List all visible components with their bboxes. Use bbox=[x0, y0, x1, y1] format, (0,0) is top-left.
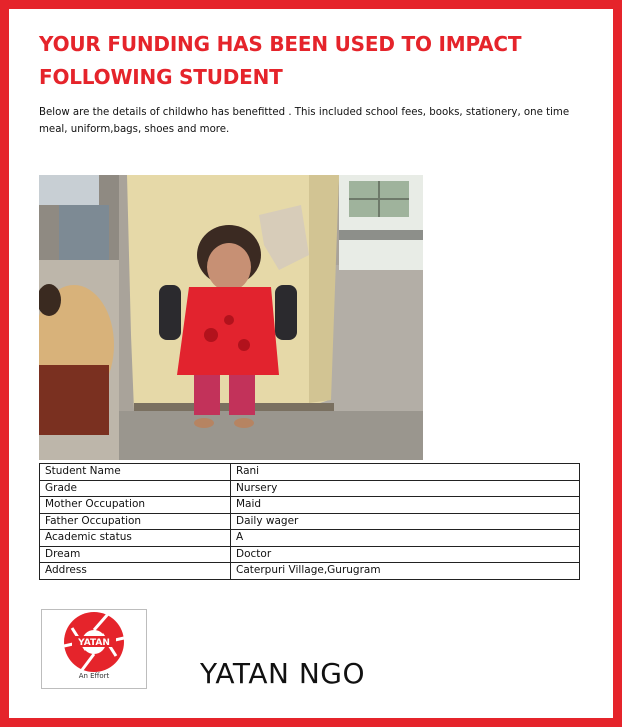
table-row bbox=[40, 497, 580, 514]
logo-tagline: An Effort bbox=[78, 672, 110, 680]
detail-value: Nursery bbox=[231, 480, 580, 497]
detail-label: Student Name bbox=[40, 464, 231, 481]
table-row bbox=[40, 530, 580, 547]
detail-label: Grade bbox=[40, 480, 231, 497]
detail-value: Daily wager bbox=[231, 513, 580, 530]
table-row bbox=[40, 464, 580, 481]
table-row bbox=[40, 546, 580, 563]
detail-value: Caterpuri Village,Gurugram bbox=[231, 563, 580, 580]
table-row bbox=[40, 513, 580, 530]
detail-label: Mother Occupation bbox=[40, 497, 231, 514]
detail-value: Doctor bbox=[231, 546, 580, 563]
intro-text: Below are the details of childwho has benefitted . This included school fees, books, stationery, one time meal, uniform,bags, shoes and more. bbox=[39, 107, 570, 135]
detail-label: Address bbox=[40, 563, 231, 580]
page-title: YOUR FUNDING HAS BEEN USED TO IMPACT FOLLOWING STUDENT bbox=[39, 32, 522, 89]
student-photo bbox=[39, 175, 423, 460]
detail-value: Rani bbox=[231, 464, 580, 481]
student-photo-illustration bbox=[39, 175, 423, 460]
detail-label: Father Occupation bbox=[40, 513, 231, 530]
yatan-logo bbox=[41, 609, 147, 689]
organization-name: YATAN NGO bbox=[200, 657, 366, 690]
table-row bbox=[40, 563, 580, 580]
detail-value: Maid bbox=[231, 497, 580, 514]
camera-aperture-icon bbox=[42, 610, 146, 672]
detail-label: Academic status bbox=[40, 530, 231, 547]
detail-label: Dream bbox=[40, 546, 231, 563]
table-row bbox=[40, 480, 580, 497]
logo-brand-text: YATAN bbox=[78, 638, 110, 648]
student-details-table bbox=[39, 463, 580, 580]
detail-value: A bbox=[231, 530, 580, 547]
